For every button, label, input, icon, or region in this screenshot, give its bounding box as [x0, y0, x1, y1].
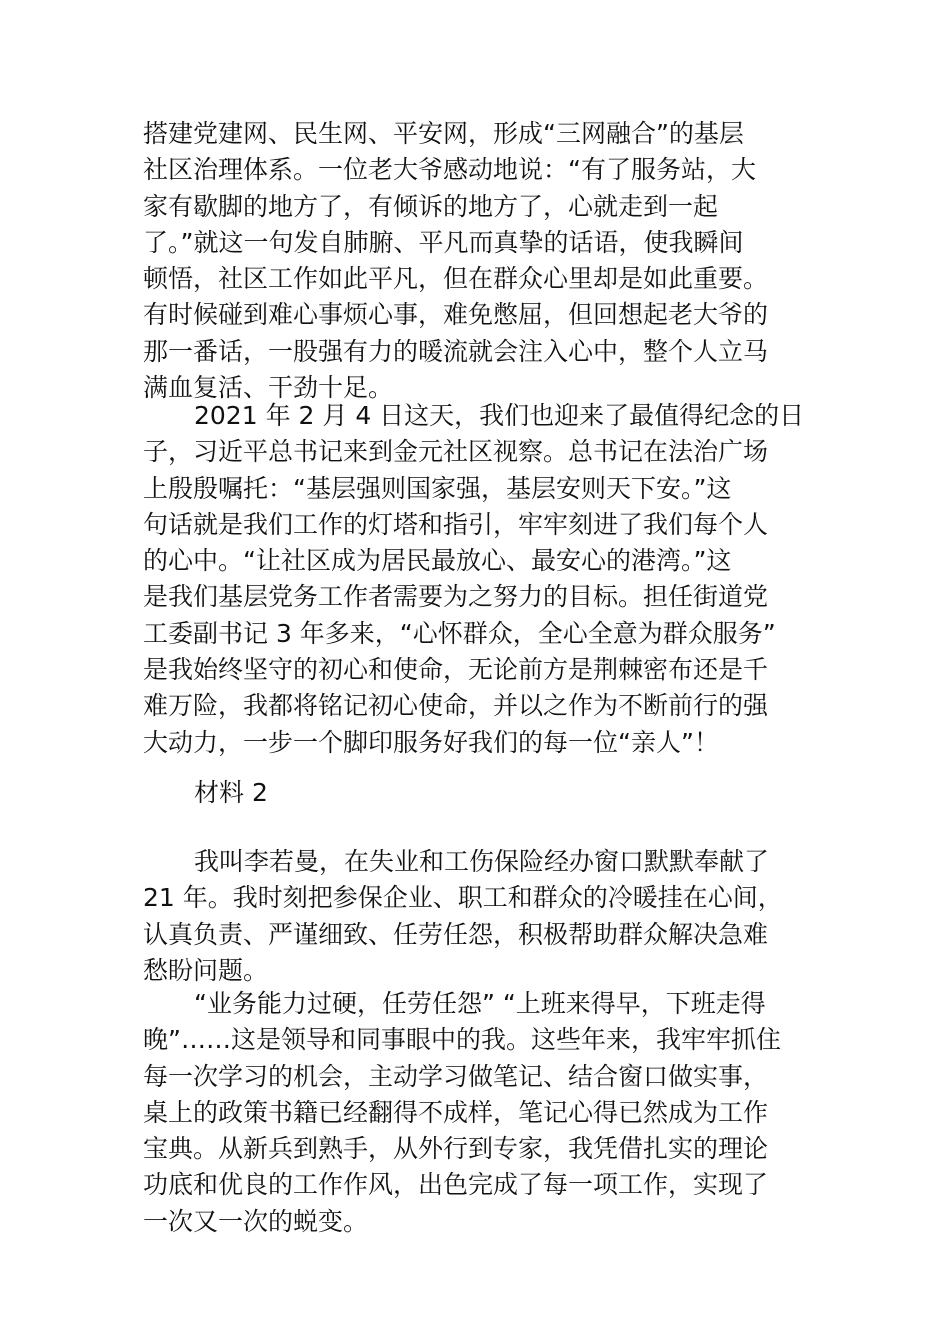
text-line: 宝典。从新兵到熟手，从外行到专家，我凭借扎实的理论 [143, 1134, 769, 1164]
text-line: 是我们基层党务工作者需要为之努力的目标。担任街道党 [143, 582, 769, 612]
text-line: 了。”就这一句发自肺腑、平凡而真挚的话语，使我瞬间 [143, 227, 744, 257]
text-line: 难万险，我都将铭记初心使命，并以之作为不断前行的强 [143, 691, 769, 721]
paragraph-continuation [143, 116, 811, 406]
text-line: 满血复活、干劲十足。 [143, 373, 394, 403]
text-line: 我叫李若曼，在失业和工伤保险经办窗口默默奉献了 [194, 847, 770, 876]
text-line: 那一番话，一股强有力的暖流就会注入心中，整个人立马 [143, 336, 769, 366]
text-line: 的心中。“让社区成为居民最放心、最安心的港湾。”这 [143, 546, 732, 576]
text-line: 句话就是我们工作的灯塔和指引，牢牢刻进了我们每个人 [143, 509, 769, 539]
paragraph-evaluation [143, 986, 811, 1240]
text-line: 愁盼问题。 [143, 955, 269, 985]
text-line: 是我始终坚守的初心和使命，无论前方是荆棘密布还是千 [143, 655, 769, 685]
text-line: 桌上的政策书籍已经翻得不成样，笔记心得已然成为工作 [143, 1097, 769, 1127]
text-line: 21 年。我时刻把参保企业、职工和群众的冷暖挂在心间， [143, 883, 783, 913]
text-line: 顿悟，社区工作如此平凡，但在群众心里却是如此重要。 [143, 264, 769, 294]
text-line: 上殷殷嘱托：“基层强则国家强，基层安则天下安。”这 [143, 473, 732, 503]
text-line: 每一次学习的机会，主动学习做笔记、结合窗口做实事， [143, 1061, 769, 1091]
text-line: 有时候碰到难心事烦心事，难免憋屈，但回想起老大爷的 [143, 300, 769, 330]
text-line: 大动力，一步一个脚印服务好我们的每一位“亲人”！ [143, 727, 719, 757]
text-line: 晚”……这是领导和同事眼中的我。这些年来，我牢牢抓住 [143, 1025, 781, 1055]
text-line: 搭建党建网、民生网、平安网，形成“三网融合”的基层 [143, 119, 744, 148]
text-line: 子，习近平总书记来到金元社区视察。总书记在法治广场 [143, 437, 769, 467]
section-heading: 材料 2 [194, 778, 268, 807]
text-line: 工委副书记 3 年多来，“心怀群众，全心全意为群众服务” [143, 618, 776, 648]
text-line: 2021 年 2 月 4 日这天，我们也迎来了最值得纪念的日 [194, 401, 805, 430]
text-line: 认真负责、严谨细致、任劳任怨，积极帮助群众解决急难 [143, 919, 769, 949]
text-line: 家有歇脚的地方了，有倾诉的地方了，心就走到一起 [143, 191, 719, 221]
text-line: 社区治理体系。一位老大爷感动地说：“有了服务站，大 [143, 155, 756, 185]
paragraph-inspection [143, 398, 811, 761]
paragraph-introduction [143, 844, 811, 989]
text-line: 一次又一次的蜕变。 [143, 1206, 369, 1236]
text-line: 功底和优良的工作作风，出色完成了每一项工作，实现了 [143, 1170, 769, 1200]
text-line: “业务能力过硬，任劳任怨” “上班来得早，下班走得 [194, 989, 766, 1018]
